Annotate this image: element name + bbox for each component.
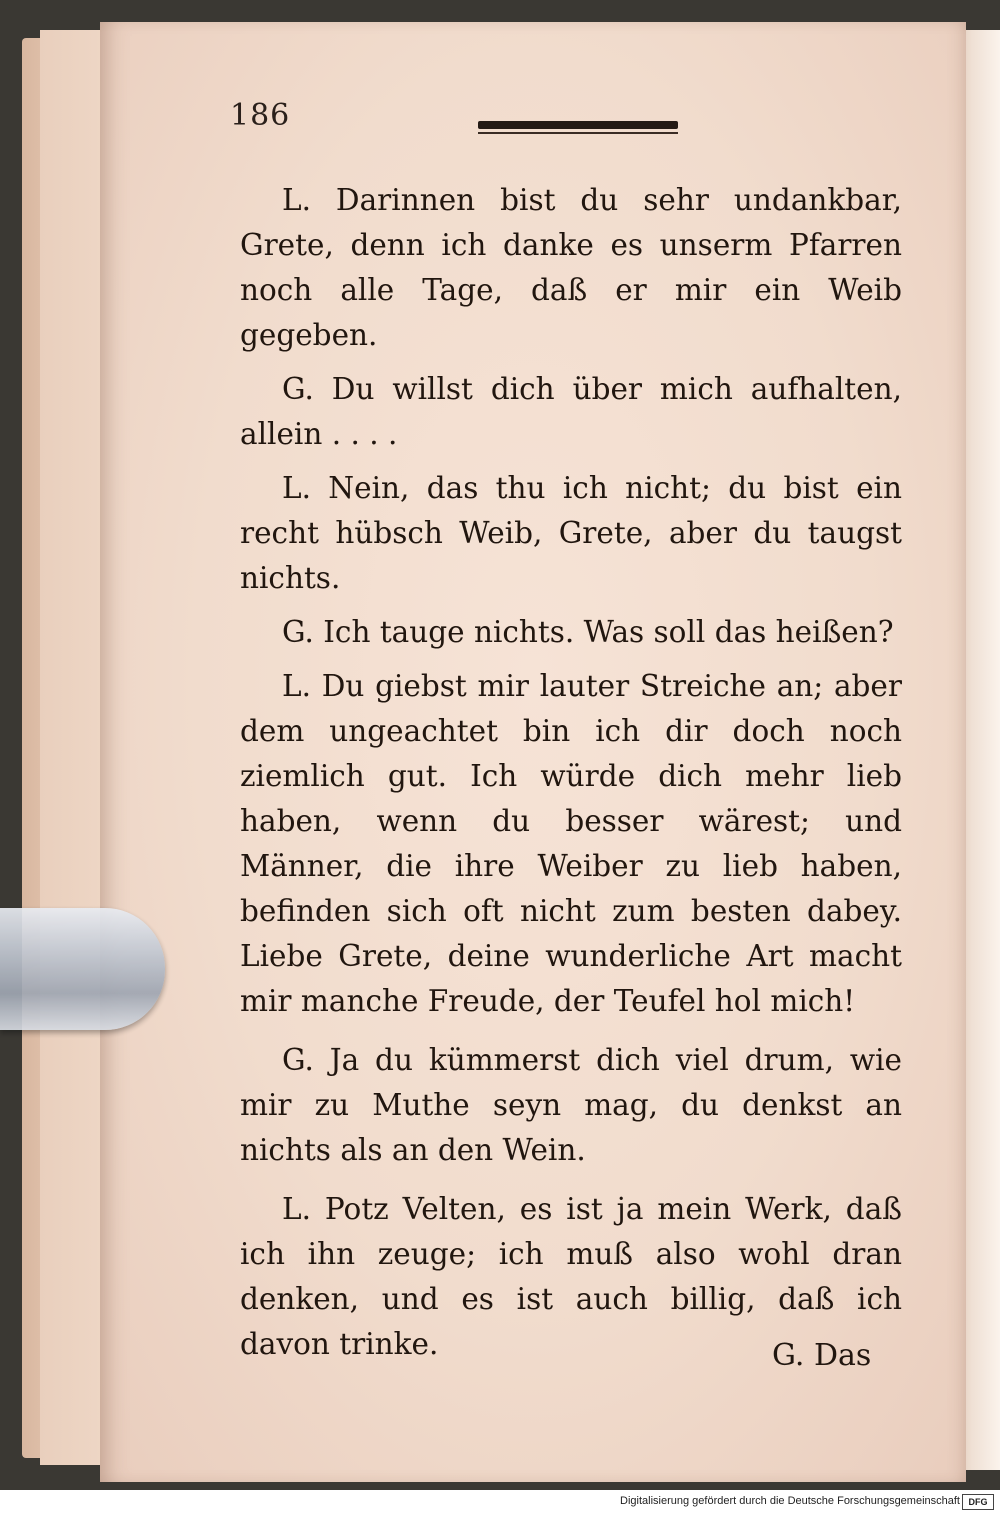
paragraph: L. Du giebst mir lauter Streiche an; aber dem ungeachtet bin ich dir doch noch ziemlich gut. Ich würde dich mehr lieb haben, wenn du besser wärest; und Männer, die ihre Weiber zu lieb haben, befinden sich oft nicht zum besten dabey. Liebe Grete, deine wunderliche Art macht mir manche Freude, der Teufel hol mich! — [240, 669, 902, 1018]
page-clip — [0, 908, 165, 1030]
header-rule — [478, 121, 678, 129]
paragraph: L. Potz Velten, es ist ja mein Werk, daß ich ihn zeuge; ich muß also wohl dran denken, und es ist auch billig, daß ich davon trinke. — [240, 1192, 902, 1361]
paragraph: L. Darinnen bist du sehr undankbar, Grete, denn ich danke es unserm Pfarren noch alle Tage, daß er mir ein Weib gegeben. — [240, 183, 902, 352]
paragraph: L. Nein, das thu ich nicht; du bist ein recht hübsch Weib, Grete, aber du taugst nichts. — [240, 471, 902, 595]
paragraph: G. Ich tauge nichts. Was soll das heißen? — [282, 615, 894, 649]
dfg-logo-icon: DFG — [962, 1494, 994, 1510]
paragraph: G. Du willst dich über mich aufhalten, allein . . . . — [240, 372, 902, 451]
page-number: 186 — [230, 98, 291, 133]
page-text — [240, 178, 902, 1376]
paragraph: G. Ja du kümmerst dich viel drum, wie mir zu Muthe seyn mag, du denkst an nichts als an den Wein. — [240, 1043, 902, 1167]
footer-credit: Digitalisierung gefördert durch die Deutsche Forschungsgemeinschaft — [620, 1495, 960, 1507]
catchword: G. Das — [772, 1338, 872, 1373]
